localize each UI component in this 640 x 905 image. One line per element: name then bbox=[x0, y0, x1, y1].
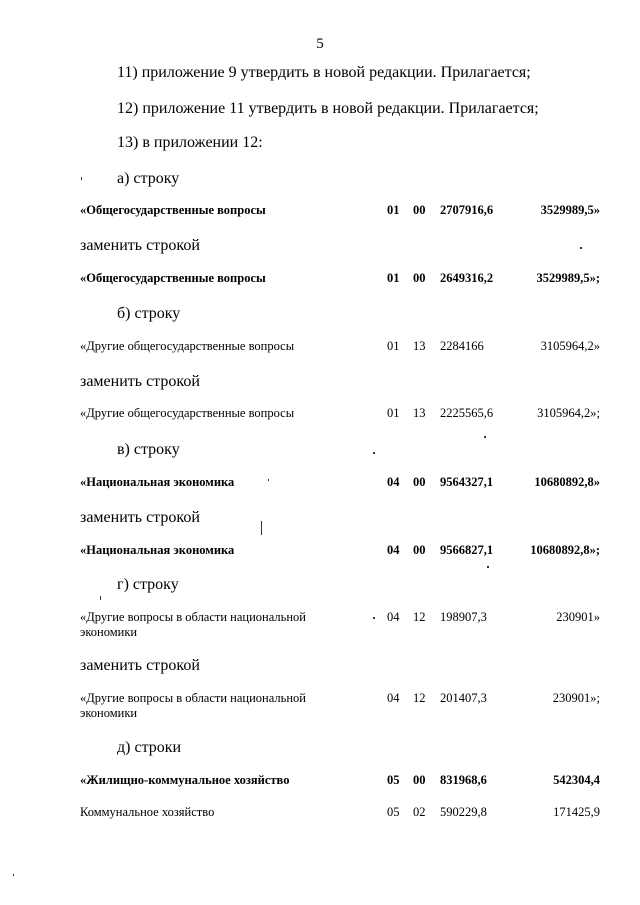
row-value-1: 198907,3 bbox=[440, 610, 487, 624]
table-row bbox=[80, 691, 600, 721]
row-name: «Другие вопросы в области национальной экономики bbox=[80, 691, 306, 720]
row-value-2: 10680892,8» bbox=[534, 475, 600, 489]
row-subsection-code: 00 bbox=[413, 475, 426, 489]
row-subsection-code: 12 bbox=[413, 691, 426, 705]
section-a-heading: а) строку bbox=[117, 170, 180, 187]
row-value-1: 831968,6 bbox=[440, 773, 487, 787]
row-subsection-code: 02 bbox=[413, 805, 426, 819]
scan-speck bbox=[373, 452, 375, 454]
row-value-2: 230901» bbox=[556, 610, 600, 624]
row-value-1: 9566827,1 bbox=[440, 543, 494, 557]
row-name: «Другие общегосударственные вопросы bbox=[80, 339, 295, 353]
row-value-2: 3105964,2» bbox=[540, 339, 600, 353]
page-number: 5 bbox=[316, 36, 324, 52]
scan-speck bbox=[261, 521, 262, 535]
paragraph-12: 12) приложение 11 утвердить в новой редакции. Прилагается; bbox=[117, 100, 539, 117]
row-name: Коммунальное хозяйство bbox=[80, 805, 215, 819]
row-section-code: 01 bbox=[387, 203, 400, 217]
row-section-code: 04 bbox=[387, 475, 400, 489]
row-section-code: 05 bbox=[387, 805, 400, 819]
row-section-code: 04 bbox=[387, 691, 400, 705]
row-name: «Другие общегосударственные вопросы bbox=[80, 406, 295, 420]
row-name: «Общегосударственные вопросы bbox=[80, 203, 266, 217]
table-row bbox=[80, 610, 600, 640]
paragraph-13: 13) в приложении 12: bbox=[117, 134, 263, 151]
replace-label: заменить строкой bbox=[80, 509, 200, 526]
row-subsection-code: 00 bbox=[413, 271, 426, 285]
row-section-code: 04 bbox=[387, 543, 400, 557]
row-value-2: 230901»; bbox=[552, 691, 600, 705]
row-value-2: 3529989,5»; bbox=[536, 271, 600, 285]
section-b-heading: б) строку bbox=[117, 305, 181, 322]
row-section-code: 05 bbox=[387, 773, 400, 787]
row-subsection-code: 13 bbox=[413, 339, 426, 353]
row-subsection-code: 00 bbox=[413, 203, 426, 217]
row-name: «Национальная экономика bbox=[80, 475, 235, 489]
row-subsection-code: 13 bbox=[413, 406, 426, 420]
scan-speck bbox=[580, 247, 582, 249]
replace-label: заменить строкой bbox=[80, 373, 200, 390]
row-value-2: 542304,4 bbox=[553, 773, 600, 787]
row-section-code: 04 bbox=[387, 610, 400, 624]
scan-speck bbox=[81, 177, 82, 180]
row-value-2: 3105964,2»; bbox=[537, 406, 600, 420]
row-name: «Жилищно-коммунальное хозяйство bbox=[80, 773, 290, 787]
scan-speck bbox=[487, 566, 489, 568]
row-subsection-code: 00 bbox=[413, 543, 426, 557]
row-value-1: 9564327,1 bbox=[440, 475, 494, 489]
row-section-code: 01 bbox=[387, 406, 400, 420]
row-value-1: 201407,3 bbox=[440, 691, 487, 705]
scan-speck bbox=[373, 617, 375, 619]
scan-speck bbox=[484, 436, 486, 438]
row-section-code: 01 bbox=[387, 339, 400, 353]
row-name: «Общегосударственные вопросы bbox=[80, 271, 266, 285]
replace-label: заменить строкой bbox=[80, 657, 200, 674]
row-value-1: 2225565,6 bbox=[440, 406, 494, 420]
row-value-1: 2284166 bbox=[440, 339, 484, 353]
section-v-heading: в) строку bbox=[117, 441, 180, 458]
scan-speck bbox=[268, 479, 269, 481]
scan-speck bbox=[13, 874, 14, 876]
row-value-1: 2649316,2 bbox=[440, 271, 494, 285]
row-subsection-code: 12 bbox=[413, 610, 426, 624]
row-name: «Другие вопросы в области национальной экономики bbox=[80, 610, 306, 639]
row-name: «Национальная экономика bbox=[80, 543, 235, 557]
section-g-heading: г) строку bbox=[117, 576, 179, 593]
row-value-2: 10680892,8»; bbox=[530, 543, 600, 557]
row-section-code: 01 bbox=[387, 271, 400, 285]
section-d-heading: д) строки bbox=[117, 739, 182, 756]
scan-speck bbox=[100, 596, 101, 600]
paragraph-11: 11) приложение 9 утвердить в новой редакции. Прилагается; bbox=[117, 64, 531, 81]
row-value-2: 3529989,5» bbox=[540, 203, 600, 217]
row-value-1: 590229,8 bbox=[440, 805, 487, 819]
replace-label: заменить строкой bbox=[80, 237, 200, 254]
row-value-1: 2707916,6 bbox=[440, 203, 494, 217]
row-subsection-code: 00 bbox=[413, 773, 426, 787]
row-value-2: 171425,9 bbox=[553, 805, 600, 819]
